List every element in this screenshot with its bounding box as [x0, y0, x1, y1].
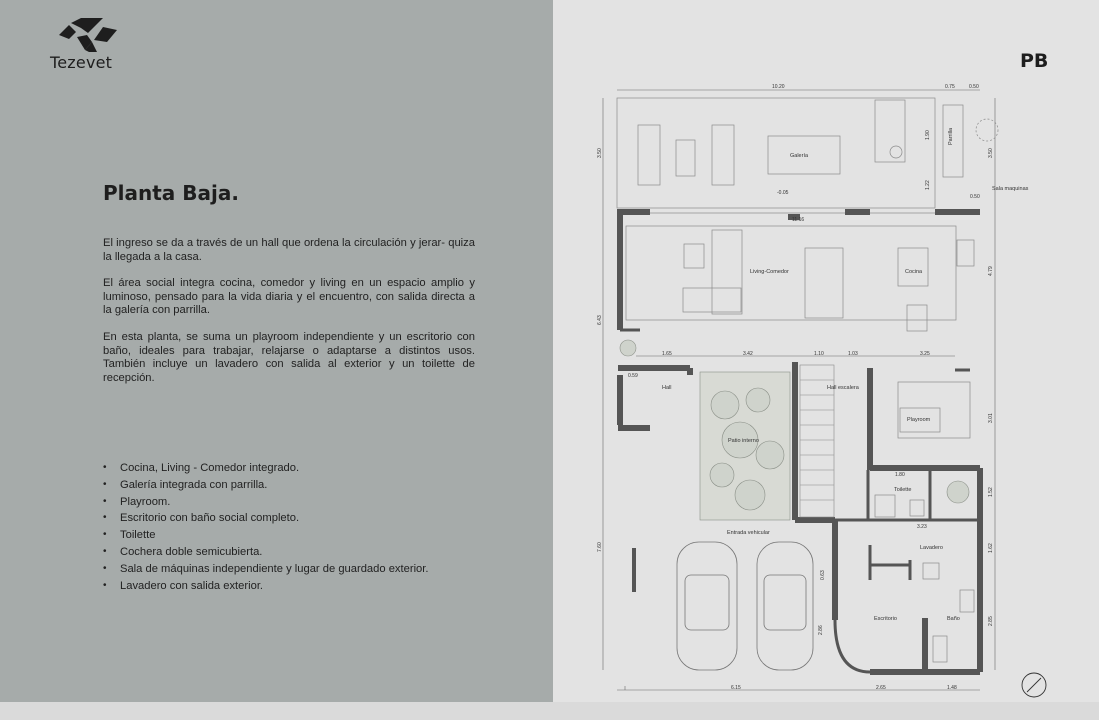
social-area-paragraph: El área social integra cocina, comedor y living en un espacio amplio y luminoso, pensado para la vida diaria y el encuentro, con salida directa a la galería con parrilla. — [103, 277, 475, 316]
dimension-label: 1.22 — [925, 180, 931, 190]
dimension-label: 1.65 — [662, 351, 672, 357]
dimension-label: 1.62 — [988, 543, 994, 553]
bottom-strip — [0, 702, 1099, 720]
info-panel — [0, 0, 553, 702]
room-label: Playroom — [907, 417, 931, 423]
dimension-label: 10.20 — [772, 84, 785, 90]
room-label: Cocina — [905, 269, 923, 275]
dimension-label: 1.10 — [814, 351, 824, 357]
room-label: Toilette — [894, 487, 912, 493]
dimension-label: 1.48 — [947, 685, 957, 691]
dimension-label: 2.65 — [876, 685, 886, 691]
feature-item: • Lavadero con salida exterior. — [103, 578, 429, 595]
dimension-label: 3.50 — [988, 148, 994, 158]
dimension-label: 2.85 — [988, 616, 994, 626]
feature-list — [103, 460, 429, 594]
room-label: Sala maquinas — [992, 186, 1029, 192]
room-label: Baño — [947, 616, 960, 622]
feature-item: • Cochera doble semicubierta. — [103, 544, 429, 561]
room-label: Escritorio — [874, 616, 897, 622]
page-title: Planta Baja. — [103, 181, 239, 205]
dimension-label: 0.50 — [970, 194, 980, 200]
dimension-label: 1.03 — [848, 351, 858, 357]
dimension-label: -0.05 — [777, 190, 789, 196]
brand-name: Tezevet — [50, 53, 113, 72]
brand-logo — [50, 18, 128, 72]
feature-item: • Cocina, Living - Comedor integrado. — [103, 460, 429, 477]
dimension-label: 7.60 — [597, 542, 603, 552]
intro-paragraph: El ingreso se da a través de un hall que ordena la circulación y jerar- quiza la llegada a la casa. — [103, 237, 475, 263]
dimension-label: 3.01 — [988, 413, 994, 423]
feature-item: • Escritorio con baño social completo. — [103, 510, 429, 527]
room-label: Hall — [662, 385, 672, 391]
floor-plan — [553, 0, 1099, 702]
dimension-label: 6.15 — [731, 685, 741, 691]
dimension-label: 0.63 — [820, 570, 826, 580]
level-label: PB — [1020, 50, 1049, 72]
dimension-label: 4.79 — [988, 266, 994, 276]
room-label: Lavadero — [920, 545, 943, 551]
dimension-label: 0.75 — [945, 84, 955, 90]
feature-item: • Toilette — [103, 527, 429, 544]
room-label: Hall escalera — [827, 385, 859, 391]
dimension-label: 3.42 — [743, 351, 753, 357]
room-label: Galería — [790, 153, 809, 159]
room-label: Patio interno — [728, 438, 759, 444]
dimension-label: 0.59 — [628, 373, 638, 379]
dimension-label: 3.50 — [597, 148, 603, 158]
dimension-label: 1.80 — [895, 472, 905, 478]
feature-item: • Galería integrada con parrilla. — [103, 477, 429, 494]
feature-item: • Playroom. — [103, 494, 429, 511]
room-label: Parrilla — [948, 127, 954, 145]
dimension-label: 0.50 — [969, 84, 979, 90]
dimension-label: 11.16 — [792, 217, 805, 223]
dimension-label: 2.86 — [818, 625, 824, 635]
feature-item: • Sala de máquinas independiente y lugar de guardado exterior. — [103, 561, 429, 578]
room-label: Entrada vehicular — [727, 530, 770, 536]
brand-mark-icon — [59, 18, 117, 52]
extras-paragraph: En esta planta, se suma un playroom independiente y un escritorio con baño, ideales para trabajar, relajarse o adaptarse a distintos usos. También incluye un lavadero con salida al exterior y un toilette de recepción. — [103, 331, 475, 384]
dimension-label: 3.25 — [920, 351, 930, 357]
dimension-label: 3.23 — [917, 524, 927, 530]
room-label: Living-Comedor — [750, 269, 789, 275]
dimension-label: 6.43 — [597, 315, 603, 325]
dimension-label: 1.52 — [988, 487, 994, 497]
dimension-label: 1.90 — [925, 130, 931, 140]
